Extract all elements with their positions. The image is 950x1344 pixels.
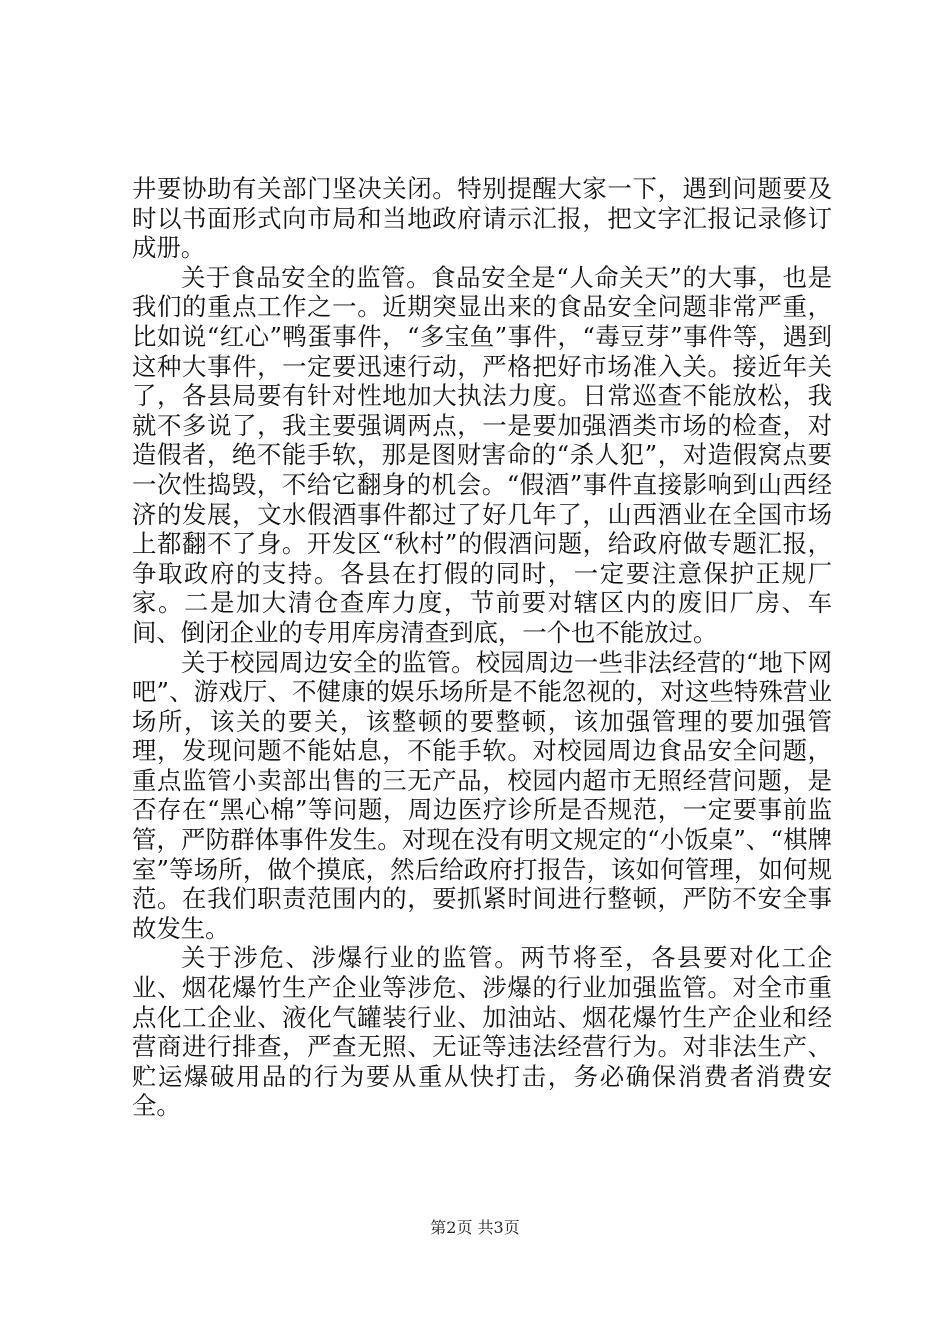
paragraph-food-safety: 关于食品安全的监管。食品安全是“人命关天”的大事，也是我们的重点工作之一。近期突显出来的食品安全问题非常严重，比如说“红心”鸭蛋事件，“多宝鱼”事件，“毒豆芽”事件等，遇到这种大事件，一定要迅速行动，严格把好市场准入关。接近年关了，各县局要有针对性地加大执法力度。日常巡查不能放松，我就不多说了，我主要强调两点，一是要加强酒类市场的检查，对造假者，绝不能手软，那是图财害命的“杀人犯”，对造假窝点要一次性捣毁，不给它翻身的机会。“假酒”事件直接影响到山西经济的发展，文水假酒事件都过了好几年了，山西酒业在全国市场上都翻不了身。开发区“秋村”的假酒问题，给政府做专题汇报，争取政府的支持。各县在打假的同时，一定要注意保护正规厂家。二是加大清仓查库力度，节前要对辖区内的废旧厂房、车间、倒闭企业的专用库房清查到底，一个也不能放过。 [132, 262, 832, 647]
paragraph-campus-safety: 关于校园周边安全的监管。校园周边一些非法经营的“地下网吧”、游戏厅、不健康的娱乐场所是不能忽视的，对这些特殊营业场所，该关的要关，该整顿的要整顿，该加强管理的要加强管理，发现问题不能姑息，不能手软。对校园周边食品安全问题，重点监管小卖部出售的三无产品，校园内超市无照经营问题，是否存在“黑心棉”等问题，周边医疗诊所是否规范，一定要事前监管，严防群体事件发生。对现在没有明文规定的“小饭桌”、“棋牌室”等场所，做个摸底，然后给政府打报告，该如何管理，如何规范。在我们职责范围内的，要抓紧时间进行整顿，严防不安全事故发生。 [132, 647, 832, 943]
document-body [132, 174, 832, 1121]
paragraph-hazardous-industry: 关于涉危、涉爆行业的监管。两节将至，各县要对化工企业、烟花爆竹生产企业等涉危、涉爆的行业加强监管。对全市重点化工企业、液化气罐装行业、加油站、烟花爆竹生产企业和经营商进行排查，严查无照、无证等违法经营行为。对非法生产、贮运爆破用品的行为要从重从快打击，务必确保消费者消费安全。 [132, 943, 832, 1121]
paragraph-continuation: 井要协助有关部门坚决关闭。特别提醒大家一下，遇到问题要及时以书面形式向市局和当地政府请示汇报，把文字汇报记录修订成册。 [132, 174, 832, 263]
page-number-footer: 第2页 共3页 [430, 1218, 520, 1237]
